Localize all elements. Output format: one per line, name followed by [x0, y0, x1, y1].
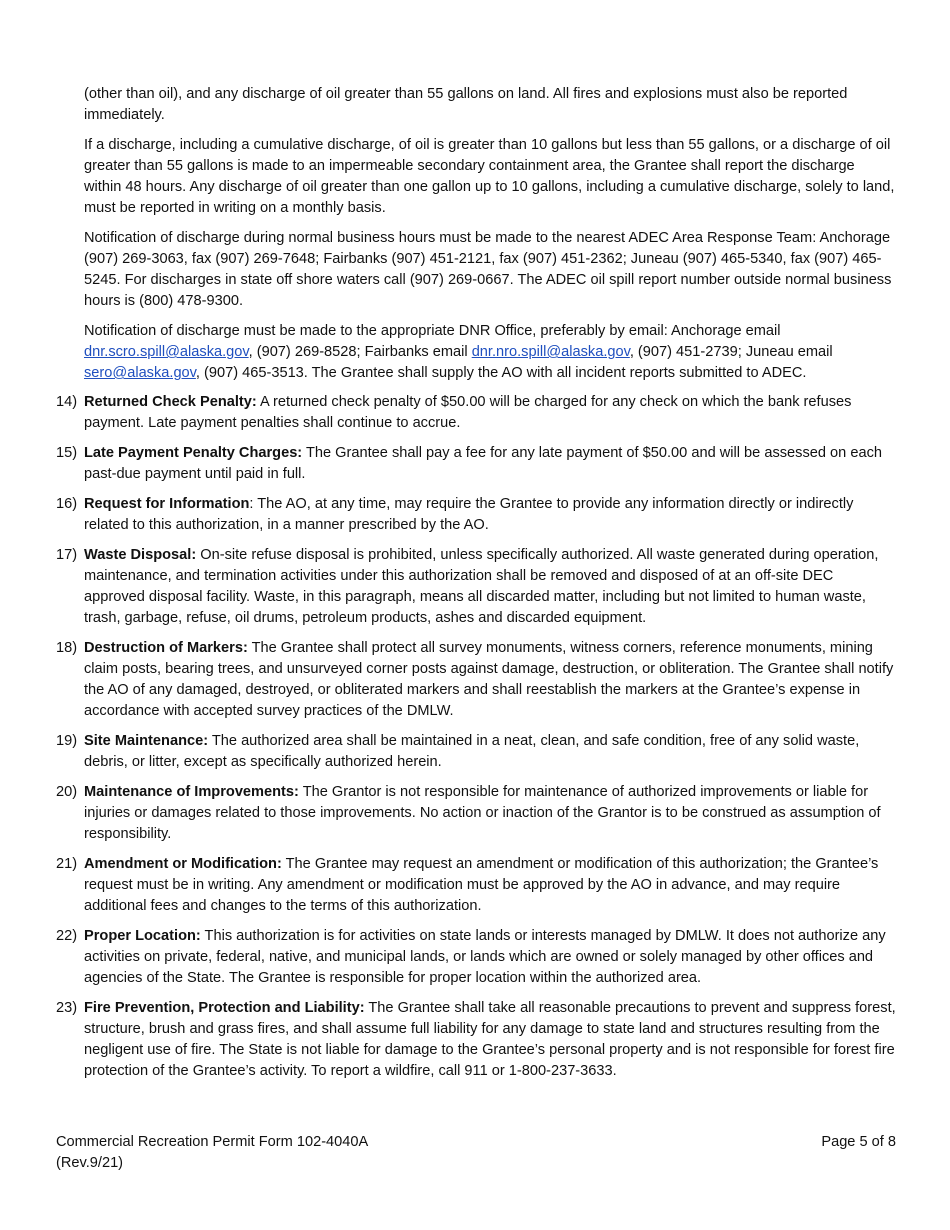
item-text: A returned check penalty of $50.00 will be charged for any check on which the bank refuses payment. Late payment penalties shall continue to accrue.	[84, 394, 852, 431]
numbered-items	[56, 392, 896, 1091]
item-text: : The AO, at any time, may require the Grantee to provide any information directly or indirectly related to this authorization, in a manner prescribed by the AO.	[84, 496, 854, 533]
p4-text-1: Notification of discharge must be made to the appropriate DNR Office, preferably by email: Anchorage email	[84, 323, 781, 339]
item-title: Waste Disposal:	[84, 547, 197, 563]
list-item	[56, 926, 896, 989]
page-footer	[56, 1132, 896, 1174]
item-title: Proper Location:	[84, 928, 201, 944]
list-item	[56, 998, 896, 1082]
item-title: Destruction of Markers:	[84, 640, 248, 656]
item-number: 22)	[56, 928, 78, 944]
item-title: Returned Check Penalty:	[84, 394, 257, 410]
item-number: 23)	[56, 1000, 78, 1016]
email-link-scro[interactable]: dnr.scro.spill@alaska.gov	[84, 344, 249, 360]
item-number: 16)	[56, 496, 78, 512]
item-number: 18)	[56, 640, 78, 656]
item-title: Fire Prevention, Protection and Liability:	[84, 1000, 365, 1016]
item-text: This authorization is for activities on state lands or interests managed by DMLW. It does not authorize any activities on private, federal, native, and municipal lands, or lands which are owned or solely managed by other offices and agencies of the State. The Grantee is responsible for proper location within the authorized area.	[84, 928, 886, 986]
item-number: 14)	[56, 394, 78, 410]
list-item	[56, 494, 896, 536]
list-item	[56, 854, 896, 917]
item-text: The Grantee shall take all reasonable precautions to prevent and suppress forest, structure, brush and grass fires, and shall assume full liability for any damage to state land and structures resulting from the negligent use of fire. The State is not liable for damage to the Grantee’s personal property and is not responsible for forest fire protection of the Grantee’s activity. To report a wildfire, call 911 or 1-800-237-3633.	[84, 1000, 896, 1079]
item-number: 17)	[56, 547, 78, 563]
intro-paragraph-3: Notification of discharge during normal business hours must be made to the nearest ADEC Area Response Team: Anchorage (907) 269-3063, fax (907) 269-7648; Fairbanks (907) 451-2121, fax (907) 451-2362; Juneau (907) 465-5340, fax (907) 465-5245. For discharges in state off shore waters call (907) 269-0667. The ADEC oil spill report number outside normal business hours is (800) 478-9300.	[84, 230, 892, 309]
item-text: The Grantee may request an amendment or modification of this authorization; the Grantee’s request must be in writing. Any amendment or modification must be approved by the AO in advance, and may require additional fees and changes to the terms of this authorization.	[84, 856, 879, 914]
item-number: 20)	[56, 784, 78, 800]
list-item	[56, 545, 896, 629]
list-item	[56, 782, 896, 845]
item-text: The Grantee shall pay a fee for any late payment of $50.00 and will be assessed on each past-due payment until paid in full.	[84, 445, 882, 482]
item-number: 19)	[56, 733, 78, 749]
item-title: Late Payment Penalty Charges:	[84, 445, 303, 461]
page-number: Page 5 of 8	[821, 1134, 896, 1150]
intro-paragraph-2: If a discharge, including a cumulative discharge, of oil is greater than 10 gallons but less than 55 gallons, or a discharge of oil greater than 55 gallons is made to an impermeable secondary containment area, the Grantee shall report the discharge within 48 hours. Any discharge of oil greater than one gallon up to 10 gallons, including a cumulative discharge, solely to land, must be reported in writing on a monthly basis.	[84, 137, 895, 216]
intro-paragraph-1: (other than oil), and any discharge of oil greater than 55 gallons on land. All fires and explosions must also be reported immediately.	[84, 86, 848, 123]
list-item	[56, 443, 896, 485]
item-title: Amendment or Modification:	[84, 856, 282, 872]
form-name: Commercial Recreation Permit Form 102-4040A	[56, 1134, 369, 1150]
item-text: The Grantee shall protect all survey monuments, witness corners, reference monuments, mining claim posts, bearing trees, and unsurveyed corner posts against damage, destruction, or obliteration. The Grantee shall notify the AO of any damaged, destroyed, or obliterated markers and shall reestablish the markers at the Grantee’s expense in accordance with accepted survey practices of the DMLW.	[84, 640, 894, 719]
item-number: 21)	[56, 856, 78, 872]
item-title: Site Maintenance:	[84, 733, 209, 749]
item-number: 15)	[56, 445, 78, 461]
email-link-sero[interactable]: sero@alaska.gov	[84, 365, 196, 381]
list-item	[56, 638, 896, 722]
list-item	[56, 392, 896, 434]
p4-text-3: , (907) 451-2739; Juneau email	[629, 344, 833, 360]
item-text: The authorized area shall be maintained in a neat, clean, and safe condition, free of any solid waste, debris, or litter, except as specifically authorized herein.	[84, 733, 860, 770]
footer-form-info	[56, 1132, 368, 1174]
item-title: Request for Information	[84, 496, 250, 512]
intro-paragraph-4	[84, 321, 896, 384]
item-text: The Grantor is not responsible for maintenance of authorized improvements or liable for injuries or damages related to those improvements. No action or inaction of the Grantor is to be construed as assumption of responsibility.	[84, 784, 881, 842]
list-item	[56, 731, 896, 773]
intro-section	[84, 84, 896, 393]
form-revision: (Rev.9/21)	[56, 1155, 124, 1171]
email-link-nro[interactable]: dnr.nro.spill@alaska.gov	[471, 344, 630, 360]
item-title: Maintenance of Improvements:	[84, 784, 299, 800]
p4-text-2: , (907) 269-8528; Fairbanks email	[248, 344, 472, 360]
p4-text-4: , (907) 465-3513. The Grantee shall supply the AO with all incident reports submitted to ADEC.	[195, 365, 807, 381]
item-text: On-site refuse disposal is prohibited, unless specifically authorized. All waste generated during operation, maintenance, and termination activities under this authorization shall be removed and disposed of at an off-site DEC approved disposal facility. Waste, in this paragraph, means all discarded matter, including but not limited to human waste, trash, garbage, refuse, oil drums, petroleum products, ashes and discarded equipment.	[84, 547, 879, 626]
